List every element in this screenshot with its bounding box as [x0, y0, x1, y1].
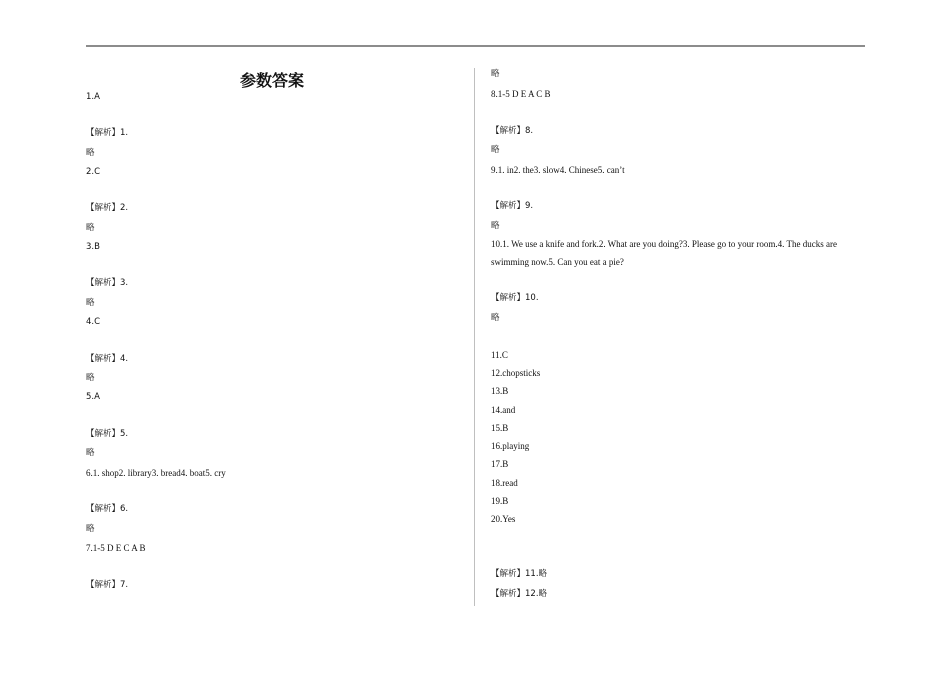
answer-6: 6.1. shop2. library3. bread4. boat5. cry	[86, 468, 226, 478]
analysis-5-body: 略	[86, 448, 95, 458]
analysis-8-body: 略	[491, 145, 500, 155]
analysis-3: 【解析】3.	[86, 278, 129, 288]
analysis-6: 【解析】6.	[86, 504, 129, 514]
analysis-8: 【解析】8.	[491, 126, 534, 136]
analysis-11: 【解析】11.略	[491, 569, 548, 579]
answer-7: 7.1-5 D E C A B	[86, 543, 146, 553]
analysis-7: 【解析】7.	[86, 580, 129, 590]
analysis-12: 【解析】12.略	[491, 589, 548, 599]
answer-18: 18.read	[491, 478, 518, 488]
analysis-4: 【解析】4.	[86, 354, 129, 364]
answer-12: 12.chopsticks	[491, 368, 541, 378]
answer-14: 14.and	[491, 405, 516, 415]
answer-13: 13.B	[491, 386, 509, 396]
answer-8: 8.1-5 D E A C B	[491, 89, 551, 99]
answer-16: 16.playing	[491, 441, 530, 451]
top-rule	[86, 45, 865, 47]
answer-19: 19.B	[491, 496, 509, 506]
analysis-10-body: 略	[491, 313, 500, 323]
answer-5: 5.A	[86, 392, 100, 402]
analysis-6-body: 略	[86, 524, 95, 534]
analysis-9: 【解析】9.	[491, 201, 534, 211]
answer-4: 4.C	[86, 317, 101, 327]
answer-11: 11.C	[491, 350, 508, 360]
analysis-4-body: 略	[86, 373, 95, 383]
answer-2: 2.C	[86, 167, 101, 177]
page-title: 参数答案	[239, 71, 304, 90]
analysis-1: 【解析】1.	[86, 128, 129, 138]
answer-3: 3.B	[86, 242, 100, 252]
analysis-10: 【解析】10.	[491, 293, 539, 303]
analysis-2-body: 略	[86, 223, 95, 233]
answer-20: 20.Yes	[491, 514, 516, 524]
answer-9: 9.1. in2. the3. slow4. Chinese5. can’t	[491, 165, 625, 175]
analysis-5: 【解析】5.	[86, 429, 129, 439]
column-divider	[474, 68, 475, 606]
answer-1: 1.A	[86, 92, 100, 102]
answer-17: 17.B	[491, 459, 509, 469]
answer-10: 10.1. We use a knife and fork.2. What are you doing?3. Please go to your room.4. The ducks are swimming now.5. Can you eat a pie?	[491, 239, 837, 267]
analysis-2: 【解析】2.	[86, 203, 129, 213]
analysis-1-body: 略	[86, 148, 95, 158]
analysis-9-body: 略	[491, 221, 500, 231]
analysis-3-body: 略	[86, 298, 95, 308]
answer-15: 15.B	[491, 423, 509, 433]
analysis-7-body: 略	[491, 69, 500, 79]
